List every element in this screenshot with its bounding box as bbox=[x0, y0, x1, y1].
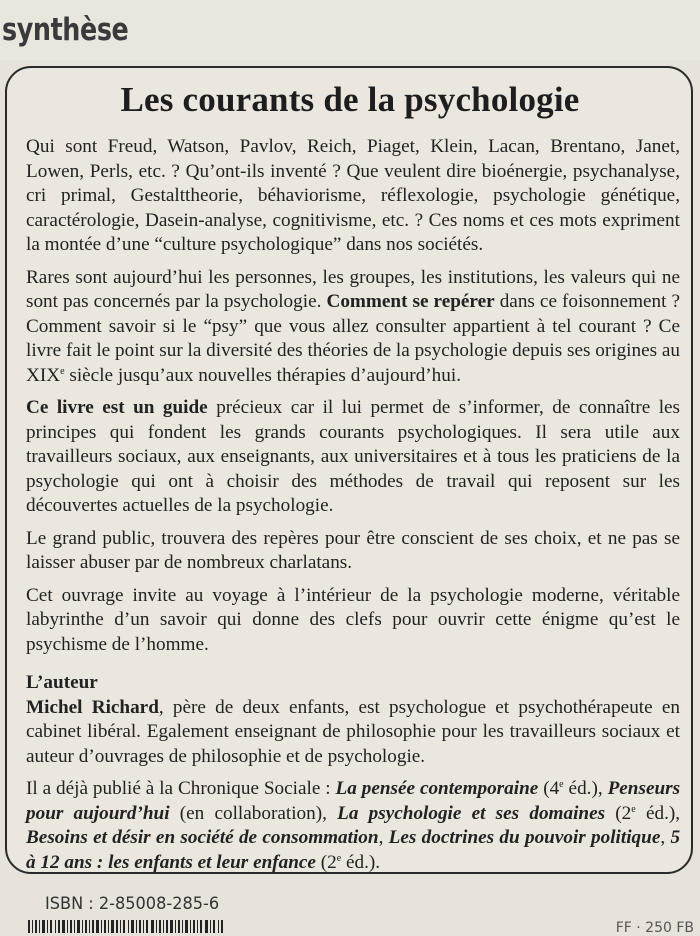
author-heading: L’auteur bbox=[26, 672, 98, 693]
barcode bbox=[28, 920, 228, 933]
isbn: ISBN : 2-85008-285-6 bbox=[45, 894, 220, 914]
paragraph-4: Le grand public, trouvera des repères pour être conscient de ses choix, et ne pas se laisser abuser par de nombreux charlatans. bbox=[26, 527, 680, 573]
book-title: Les courants de la psychologie bbox=[120, 80, 580, 119]
paragraph-2: Rares sont aujourd’hui les personnes, les groupes, les institutions, les valeurs qui ne sont pas concernés par la psychologie. Comment se repérer dans ce foisonnement ? Comment savoir si le “psy” que vous allez consulter appartient à tel courant ? Ce livre fait le point sur la diversité des théories de la psychologie depuis ses origines au XIXe siècle jusqu’aux nouvelles thérapies d’aujourd’hui. bbox=[26, 266, 681, 386]
blurb-text bbox=[26, 135, 680, 883]
author-bio: Michel Richard, père de deux enfants, est psychologue et psychothérapeute en cabinet libéral. Egalement enseignant de philosophie pour les travailleurs sociaux et auteur d’ouvrages de philosophie et de psychologie. bbox=[26, 696, 680, 767]
book-title-5: Les doctrines du pouvoir politique bbox=[388, 827, 661, 848]
book-title-2: Penseurs pour aujourd’hui bbox=[26, 778, 681, 824]
book-title-4: Besoins et désir en société de consommation bbox=[26, 827, 379, 848]
book-title-3: La psychologie et ses domaines bbox=[337, 802, 606, 824]
book-title-6: 5 à 12 ans : les enfants et leur enfance bbox=[26, 827, 681, 873]
paragraph-1: Qui sont Freud, Watson, Pavlov, Reich, Piaget, Klein, Lacan, Brentano, Janet, Lowen, Perls, etc. ? Qu’ont-ils inventé ? Que veulent dire bioénergie, psychanalyse, cri primal, Gestalttheorie, béhaviorisme, réflexologie, psychologie génétique, caractérologie, Dasein-analyse, cognitivisme, etc. ? Ces noms et ces mots expriment la montée d’une “culture psychologique” dans nos sociétés. bbox=[26, 136, 680, 255]
author-publications: Il a déjà publié à la Chronique Sociale : La pensée contemporaine (4e éd.), Penseurs pour aujourd’hui (en collaboration), La psychologie et ses domaines (2e éd.), Besoins et désir en société de consommation, Les doctrines du pouvoir politique, 5 à 12 ans : les enfants et leur enfance (2e éd.). bbox=[26, 778, 681, 873]
book-title-1: La pensée contemporaine bbox=[335, 778, 539, 799]
series-logo: synthèse bbox=[2, 12, 129, 48]
emphasis-guide: Ce livre est un guide bbox=[26, 397, 208, 418]
header-area bbox=[0, 0, 700, 60]
price-partial: FF · 250 FB bbox=[615, 920, 694, 936]
paragraph-5: Cet ouvrage invite au voyage à l’intérieur de la psychologie moderne, véritable labyrinthe d’un savoir qui donne des clefs pour ouvrir cette énigme qu’est le psychisme de l’homme. bbox=[26, 584, 680, 655]
author-name: Michel Richard bbox=[26, 696, 159, 718]
emphasis-reperer: Comment se repérer bbox=[326, 291, 495, 312]
paragraph-3: Ce livre est un guide précieux car il lui permet de s’informer, de connaître les principes qui fondent les grands courants psychologiques. Il sera utile aux travailleurs sociaux, aux enseignants, aux universitaires et à tous les praticiens de la psychologie qui ont à choisir des méthodes de travail qui reposent sur les découvertes actuelles de la psychologie. bbox=[26, 397, 681, 516]
